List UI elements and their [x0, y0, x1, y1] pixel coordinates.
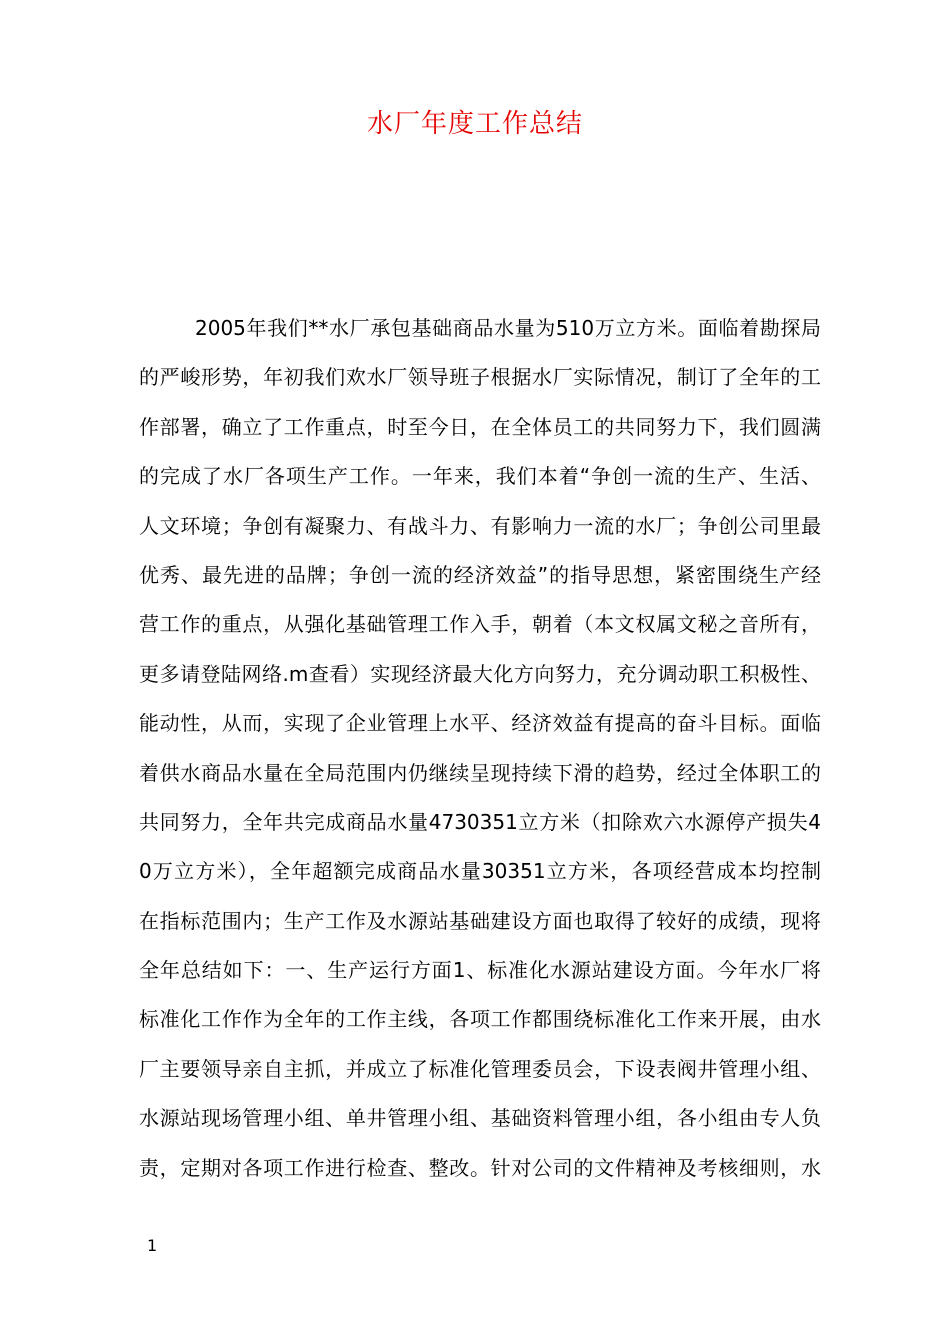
text-line: 水源站现场管理小组、单井管理小组、基础资料管理小组，各小组由专人负: [139, 1106, 821, 1131]
text-line: 着供水商品水量在全局范围内仍继续呈现持续下滑的趋势，经过全体职工的: [139, 760, 821, 785]
text-line: 责，定期对各项工作进行检查、整改。针对公司的文件精神及考核细则，水: [139, 1155, 821, 1180]
text-line: 标准化工作作为全年的工作主线，各项工作都围绕标准化工作来开展，由水: [139, 1007, 821, 1032]
text-line: 在指标范围内；生产工作及水源站基础建设方面也取得了较好的成绩，现将: [139, 908, 821, 933]
text-line: 作部署，确立了工作重点，时至今日，在全体员工的共同努力下，我们圆满: [139, 414, 821, 439]
body-text: [139, 304, 821, 1193]
text-line: 更多请登陆网络.m查看）实现经济最大化方向努力，充分调动职工积极性、: [139, 661, 821, 686]
text-line: 全年总结如下：一、生产运行方面1、标准化水源站建设方面。今年水厂将: [139, 958, 821, 983]
page-title: 水厂年度工作总结: [366, 109, 583, 139]
text-line: 人文环境；争创有凝聚力、有战斗力、有影响力一流的水厂；争创公司里最: [139, 513, 821, 538]
text-line: 0万立方米），全年超额完成商品水量30351立方米，各项经营成本均控制: [139, 859, 821, 884]
page-number: 1: [147, 1236, 158, 1255]
text-line: 的完成了水厂各项生产工作。一年来，我们本着“争创一流的生产、生活、: [139, 464, 821, 489]
text-line: 的严峻形势，年初我们欢水厂领导班子根据水厂实际情况，制订了全年的工: [139, 365, 821, 390]
text-line: 能动性，从而，实现了企业管理上水平、经济效益有提高的奋斗目标。面临: [139, 711, 821, 736]
text-line: 共同努力，全年共完成商品水量4730351立方米（扣除欢六水源停产损失4: [139, 809, 821, 834]
text-line: 优秀、最先进的品牌；争创一流的经济效益”的指导思想，紧密围绕生产经: [139, 562, 821, 587]
text-line: 厂主要领导亲自主抓，并成立了标准化管理委员会，下设表阀井管理小组、: [139, 1056, 821, 1081]
text-line: 营工作的重点，从强化基础管理工作入手，朝着（本文权属文秘之音所有，: [139, 612, 821, 637]
text-line: 2005年我们**水厂承包基础商品水量为510万立方米。面临着勘探局: [195, 316, 821, 340]
